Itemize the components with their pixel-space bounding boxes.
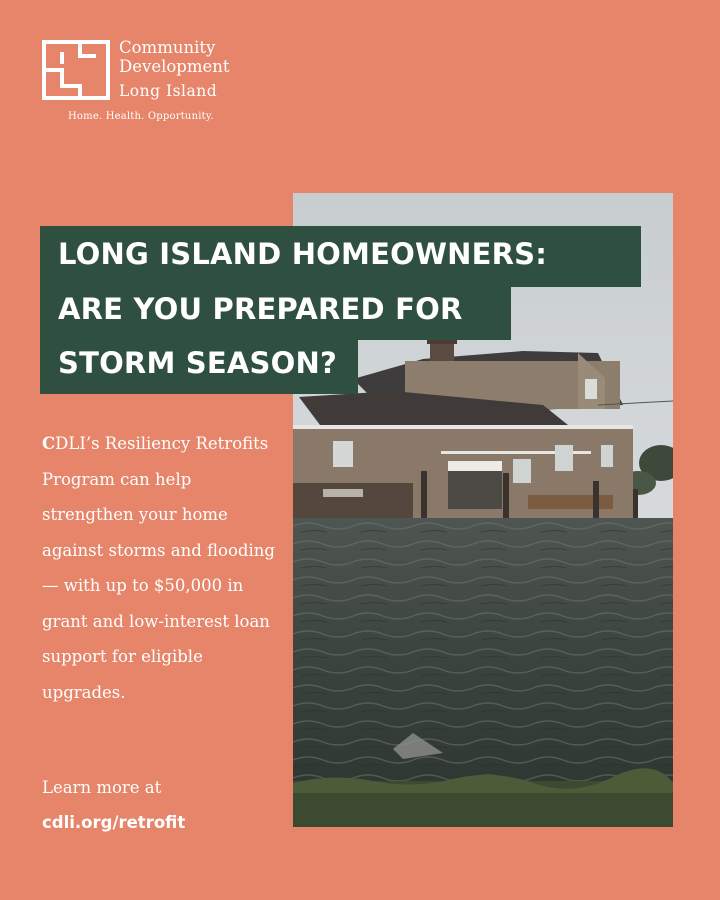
brand-name-line3: Long Island bbox=[119, 82, 218, 100]
headline-line-1: LONG ISLAND HOMEOWNERS: bbox=[58, 237, 548, 271]
retrofit-url-link[interactable]: cdli.org/retrofit bbox=[42, 813, 186, 832]
program-description-text: DLI’s Resiliency Retrofits Program can help strengthen your home against storms and flooding — with up to $50,000 in grant and low-interest loan support for eligible upgrades. bbox=[42, 434, 275, 702]
building-outline-icon bbox=[42, 40, 110, 100]
brand-name bbox=[119, 38, 230, 101]
headline-line-3: STORM SEASON? bbox=[58, 346, 337, 380]
headline-line-2: ARE YOU PREPARED FOR bbox=[58, 292, 463, 326]
brand-tagline: Home. Health. Opportunity. bbox=[68, 111, 214, 122]
learn-more-label: Learn more at bbox=[42, 778, 162, 797]
program-description bbox=[42, 426, 282, 710]
lead-letter: C bbox=[42, 434, 56, 453]
brand-name-line1: Community bbox=[119, 38, 216, 57]
brand-name-line2: Development bbox=[119, 57, 230, 76]
